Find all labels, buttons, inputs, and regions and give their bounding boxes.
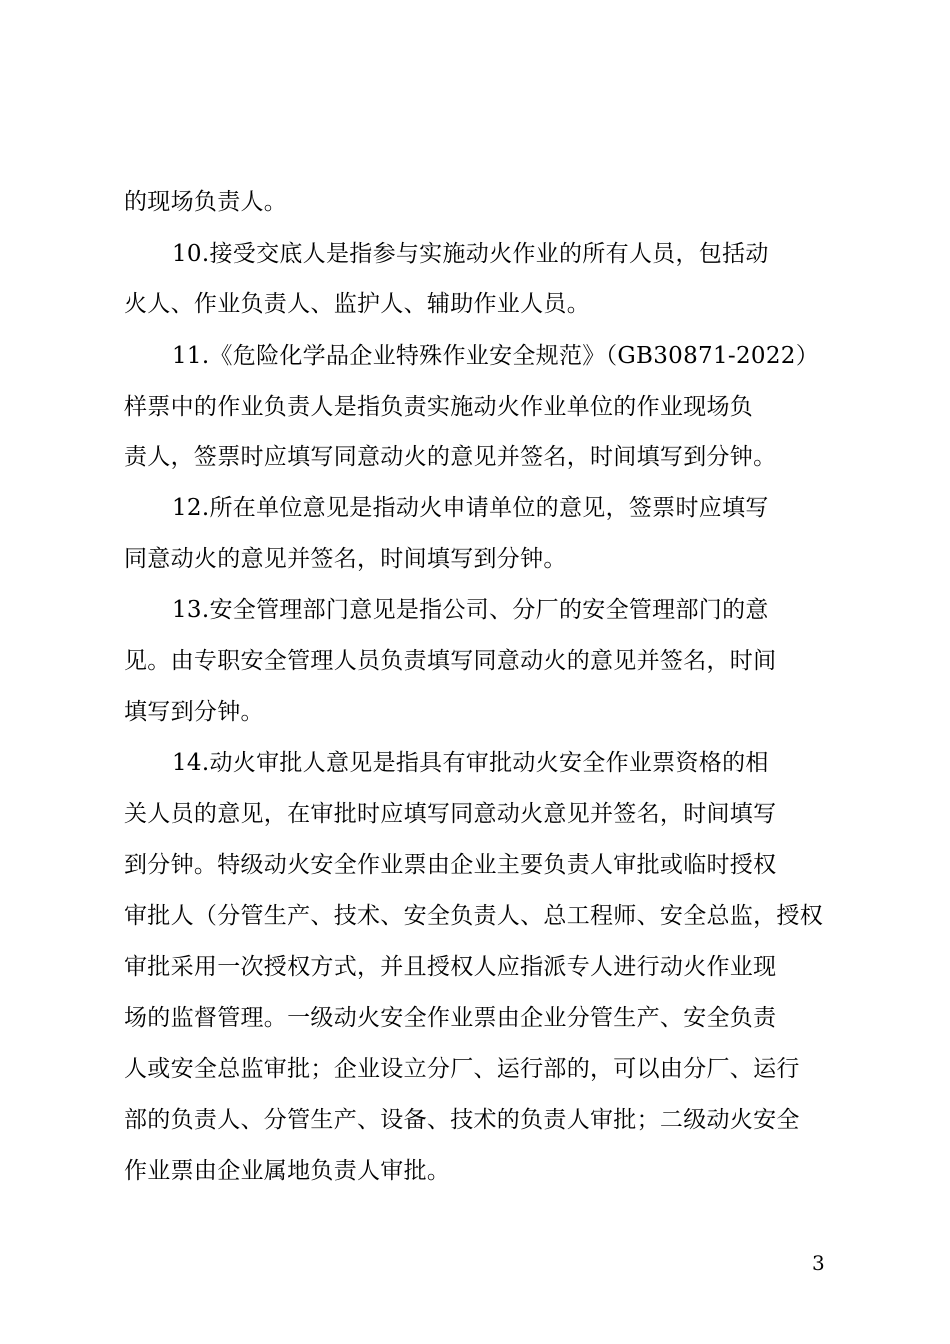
text-line: 见。由专职安全管理人员负责填写同意动火的意见并签名，时间 [124, 648, 777, 674]
text-line: 12.所在单位意见是指动火申请单位的意见，签票时应填写 [172, 495, 769, 521]
text-line: 审批人（分管生产、技术、安全负责人、总工程师、安全总监，授权 [124, 903, 823, 929]
text-line: 人或安全总监审批；企业设立分厂、运行部的，可以由分厂、运行 [124, 1056, 800, 1082]
text-line: 填写到分钟。 [124, 699, 264, 725]
text-line: 关人员的意见，在审批时应填写同意动火意见并签名，时间填写 [124, 801, 777, 827]
text-line: 审批采用一次授权方式，并且授权人应指派专人进行动火作业现 [124, 954, 777, 980]
text-line: 13.安全管理部门意见是指公司、分厂的安全管理部门的意 [172, 597, 769, 623]
text-line: 10.接受交底人是指参与实施动火作业的所有人员，包括动 [172, 241, 769, 267]
text-line: 同意动火的意见并签名，时间填写到分钟。 [124, 546, 567, 572]
text-line: 场的监督管理。一级动火安全作业票由企业分管生产、安全负责 [124, 1005, 777, 1031]
text-line: 样票中的作业负责人是指负责实施动火作业单位的作业现场负 [124, 394, 754, 420]
text-line: 火人、作业负责人、监护人、辅助作业人员。 [124, 291, 590, 317]
text-line: 到分钟。特级动火安全作业票由企业主要负责人审批或临时授权 [124, 852, 777, 878]
text-line: 责人，签票时应填写同意动火的意见并签名，时间填写到分钟。 [124, 444, 777, 470]
text-line: 作业票由企业属地负责人审批。 [124, 1158, 451, 1184]
page-number: 3 [812, 1251, 825, 1275]
text-line: 部的负责人、分管生产、设备、技术的负责人审批；二级动火安全 [124, 1107, 800, 1133]
text-line: 14.动火审批人意见是指具有审批动火安全作业票资格的相 [172, 750, 769, 776]
text-line: 的现场负责人。 [124, 189, 288, 215]
text-line: 11.《危险化学品企业特殊作业安全规范》（GB30871-2022） [172, 343, 820, 369]
